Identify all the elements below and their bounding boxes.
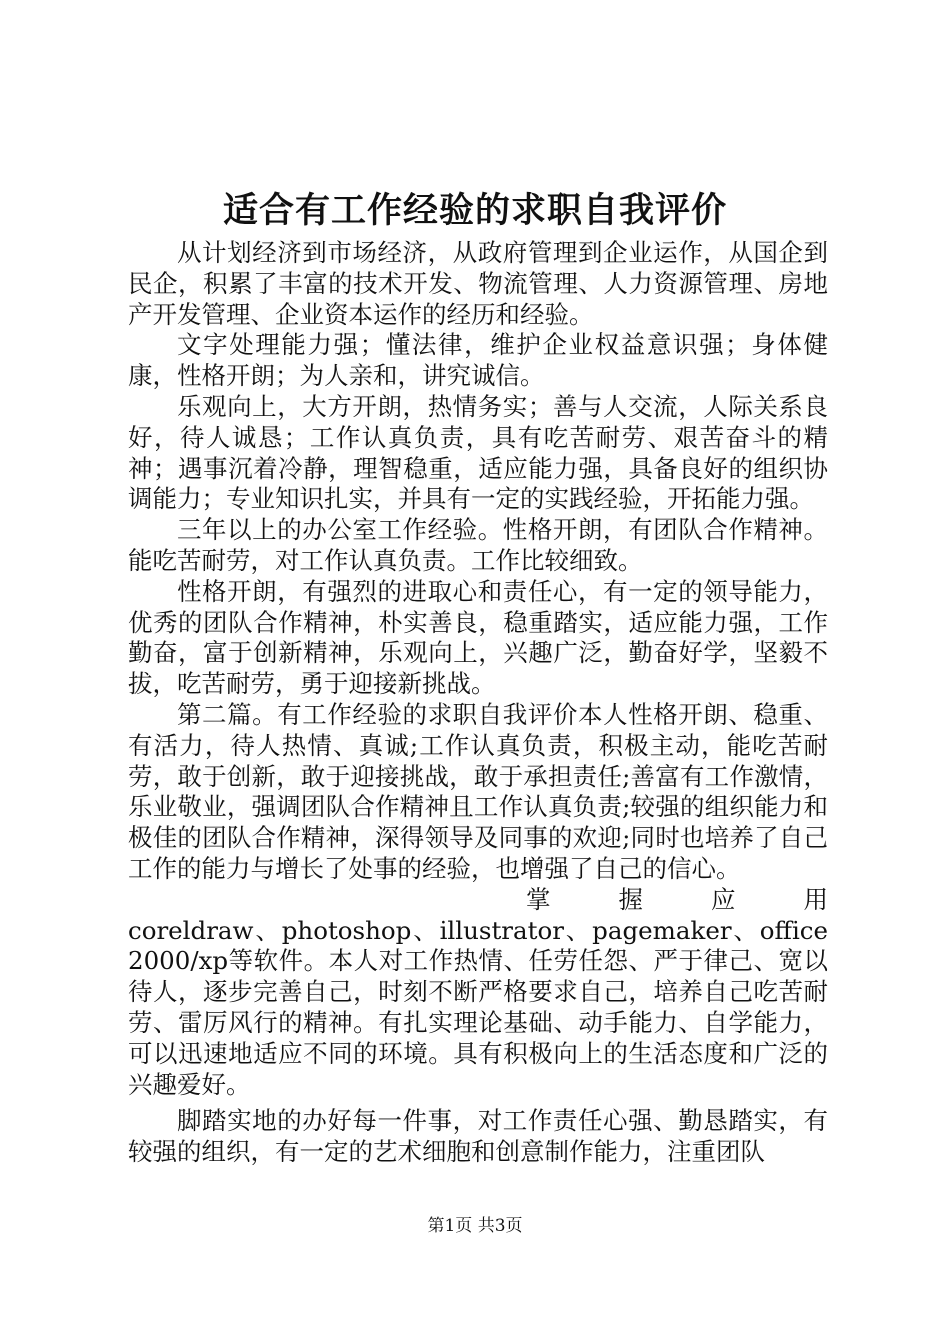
paragraph-2: 文字处理能力强；懂法律，维护企业权益意识强；身体健康，性格开朗；为人亲和，讲究诚信。 bbox=[128, 330, 828, 391]
skills-heading-line bbox=[128, 885, 828, 916]
skills-heading-text: 掌 握 应 用 bbox=[526, 884, 828, 914]
page-title: 适合有工作经验的求职自我评价 bbox=[222, 190, 727, 231]
page-footer: 第1页 共3页 bbox=[427, 1216, 523, 1236]
paragraph-1: 从计划经济到市场经济，从政府管理到企业运作，从国企到民企，积累了丰富的技术开发、物流管理、人力资源管理、房地产开发管理、企业资本运作的经历和经验。 bbox=[128, 238, 828, 329]
paragraph-5: 性格开朗，有强烈的进取心和责任心，有一定的领导能力，优秀的团队合作精神，朴实善良，稳重踏实，适应能力强，工作勤奋，富于创新精神，乐观向上，兴趣广泛，勤奋好学，坚毅不拔，吃苦耐劳，勇于迎接新挑战。 bbox=[128, 576, 828, 699]
skills-paragraph: coreldraw、photoshop、illustrator、pagemaker、office2000/xp等软件。本人对工作热情、任劳任怨、严于律己、宽以待人，逐步完善自己，时刻不断严格要求自己，培养自己吃苦耐劳、雷厉风行的精神。有扎实理论基础、动手能力、自学能力，可以迅速地适应不同的环境。具有积极向上的生活态度和广泛的兴趣爱好。 bbox=[128, 915, 828, 1099]
paragraph-3: 乐观向上，大方开朗，热情务实；善与人交流，人际关系良好，待人诚恳；工作认真负责，具有吃苦耐劳、艰苦奋斗的精神；遇事沉着冷静，理智稳重，适应能力强，具备良好的组织协调能力；专业知识扎实，并具有一定的实践经验，开拓能力强。 bbox=[128, 391, 828, 514]
document-body bbox=[128, 238, 828, 1168]
paragraph-6: 第二篇。有工作经验的求职自我评价本人性格开朗、稳重、有活力，待人热情、真诚;工作认真负责，积极主动，能吃苦耐劳，敢于创新，敢于迎接挑战，敢于承担责任;善富有工作激情，乐业敬业，强调团队合作精神且工作认真负责;较强的组织能力和极佳的团队合作精神，深得领导及同事的欢迎;同时也培养了自己工作的能力与增长了处事的经验，也增强了自己的信心。 bbox=[128, 699, 828, 883]
paragraph-4: 三年以上的办公室工作经验。性格开朗，有团队合作精神。能吃苦耐劳，对工作认真负责。工作比较细致。 bbox=[128, 515, 828, 575]
paragraph-7: 脚踏实地的办好每一件事，对工作责任心强、勤恳踏实，有较强的组织，有一定的艺术细胞和创意制作能力，注重团队 bbox=[128, 1106, 828, 1167]
